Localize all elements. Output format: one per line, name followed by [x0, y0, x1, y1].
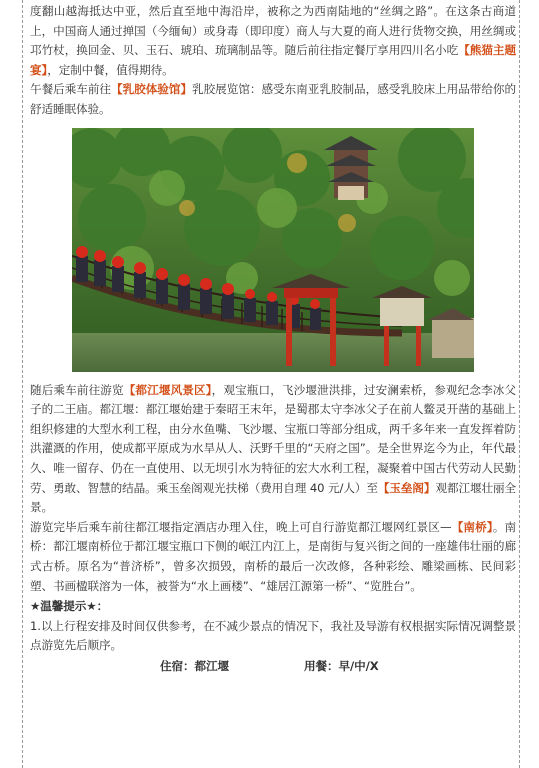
nanqiao-paragraph — [30, 518, 516, 596]
bridge-scenery-image — [72, 128, 474, 372]
nanqiao-text: 。南桥：都江堰南桥位于都江堰宝瓶口下侧的岷江内江上，是南街与复兴街之间的一座雄伟壮丽的廊式古桥。原名为“普济桥”，曾多次损毁，南桥的最后一次改修，各种彩绘、雕梁画栋、民间彩塑、书画楹联溶为一体，被誉为“水上画楼”、“雄居江源第一桥”、“览胜台”。 — [30, 519, 516, 593]
intro-text-end: ，定制中餐，值得期待。 — [47, 62, 174, 77]
lodging-info: 住宿：都江堰 — [160, 658, 229, 673]
yulei-pavilion-highlight: 【玉垒阁】 — [377, 480, 436, 495]
dujiangyan-prefix: 随后乘车前往游览 — [30, 382, 124, 397]
dujiangyan-photo — [72, 128, 474, 372]
nanqiao-prefix: 游览完毕后乘车前往都江堰指定酒店办理入住，晚上可自行游览都江堰网红景区— — [30, 519, 452, 534]
latex-prefix: 午餐后乘车前往 — [30, 82, 112, 97]
itinerary-content — [30, 2, 516, 677]
right-dashed-border — [519, 0, 520, 768]
dujiangyan-paragraph — [30, 381, 516, 518]
tips-item: 1.以上行程安排及时间仅供参考，在不减少景点的情况下，我社及导游有权根据实际情况调整景点游览先后顺序。 — [30, 618, 516, 653]
intro-text: 度翻山越海抵达中亚，然后直至地中海沿岸，被称之为西南陆地的“丝绸之路”。在这条古商道上，中国商人通过掸国（今缅甸）或身毒（即印度）商人与大夏的商人进行货物交换，用丝绸或邛竹杖，换回金、贝、玉石、琥珀、琉璃制品等。随后前往指定餐厅享用四川名小吃 — [30, 4, 516, 58]
latex-text: 乳胶展览馆：感受东南亚乳胶制品，感受乳胶床上用品带给你的舒适睡眠体验。 — [30, 82, 516, 116]
pavilion-text: 观都江堰壮丽全景。 — [30, 480, 516, 515]
latex-museum-highlight: 【乳胶体验馆】 — [111, 82, 193, 97]
panda-banquet-highlight: 【熊猫主题宴】 — [30, 43, 516, 77]
intro-paragraph — [30, 2, 516, 80]
day-summary — [30, 657, 516, 677]
latex-paragraph — [30, 80, 516, 119]
left-dashed-border — [22, 0, 23, 768]
dujiangyan-text: ，观宝瓶口，飞沙堰泄洪排，过安澜索桥，参观纪念李冰父子的二王庙。都江堰：都江堰始建于秦昭王末年，是蜀郡太守李冰父子在前人鳖灵开凿的基础上组织修建的大型水利工程，由分水鱼嘴、飞沙堰、宝瓶口等部分组成，两千多年来一直发挥着防洪灌溉的作用，使成都平原成为水旱从人、沃野千里的“天府之国”。是全世界迄今为止，年代最久、唯一留存、仍在一直使用、以无坝引水为特征的宏大水利工程，凝聚着中国古代劳动人民勤劳、勇敢、智慧的结晶。乘玉垒阁观光扶梯（费用自理 40 元/人）至 — [30, 382, 516, 495]
meals-info: 用餐：早/中/X — [304, 658, 379, 673]
nanqiao-highlight: 【南桥】 — [451, 519, 493, 534]
dujiangyan-scenic-highlight: 【都江堰风景区】 — [123, 382, 212, 397]
tips-title: ★温馨提示★： — [30, 599, 109, 614]
